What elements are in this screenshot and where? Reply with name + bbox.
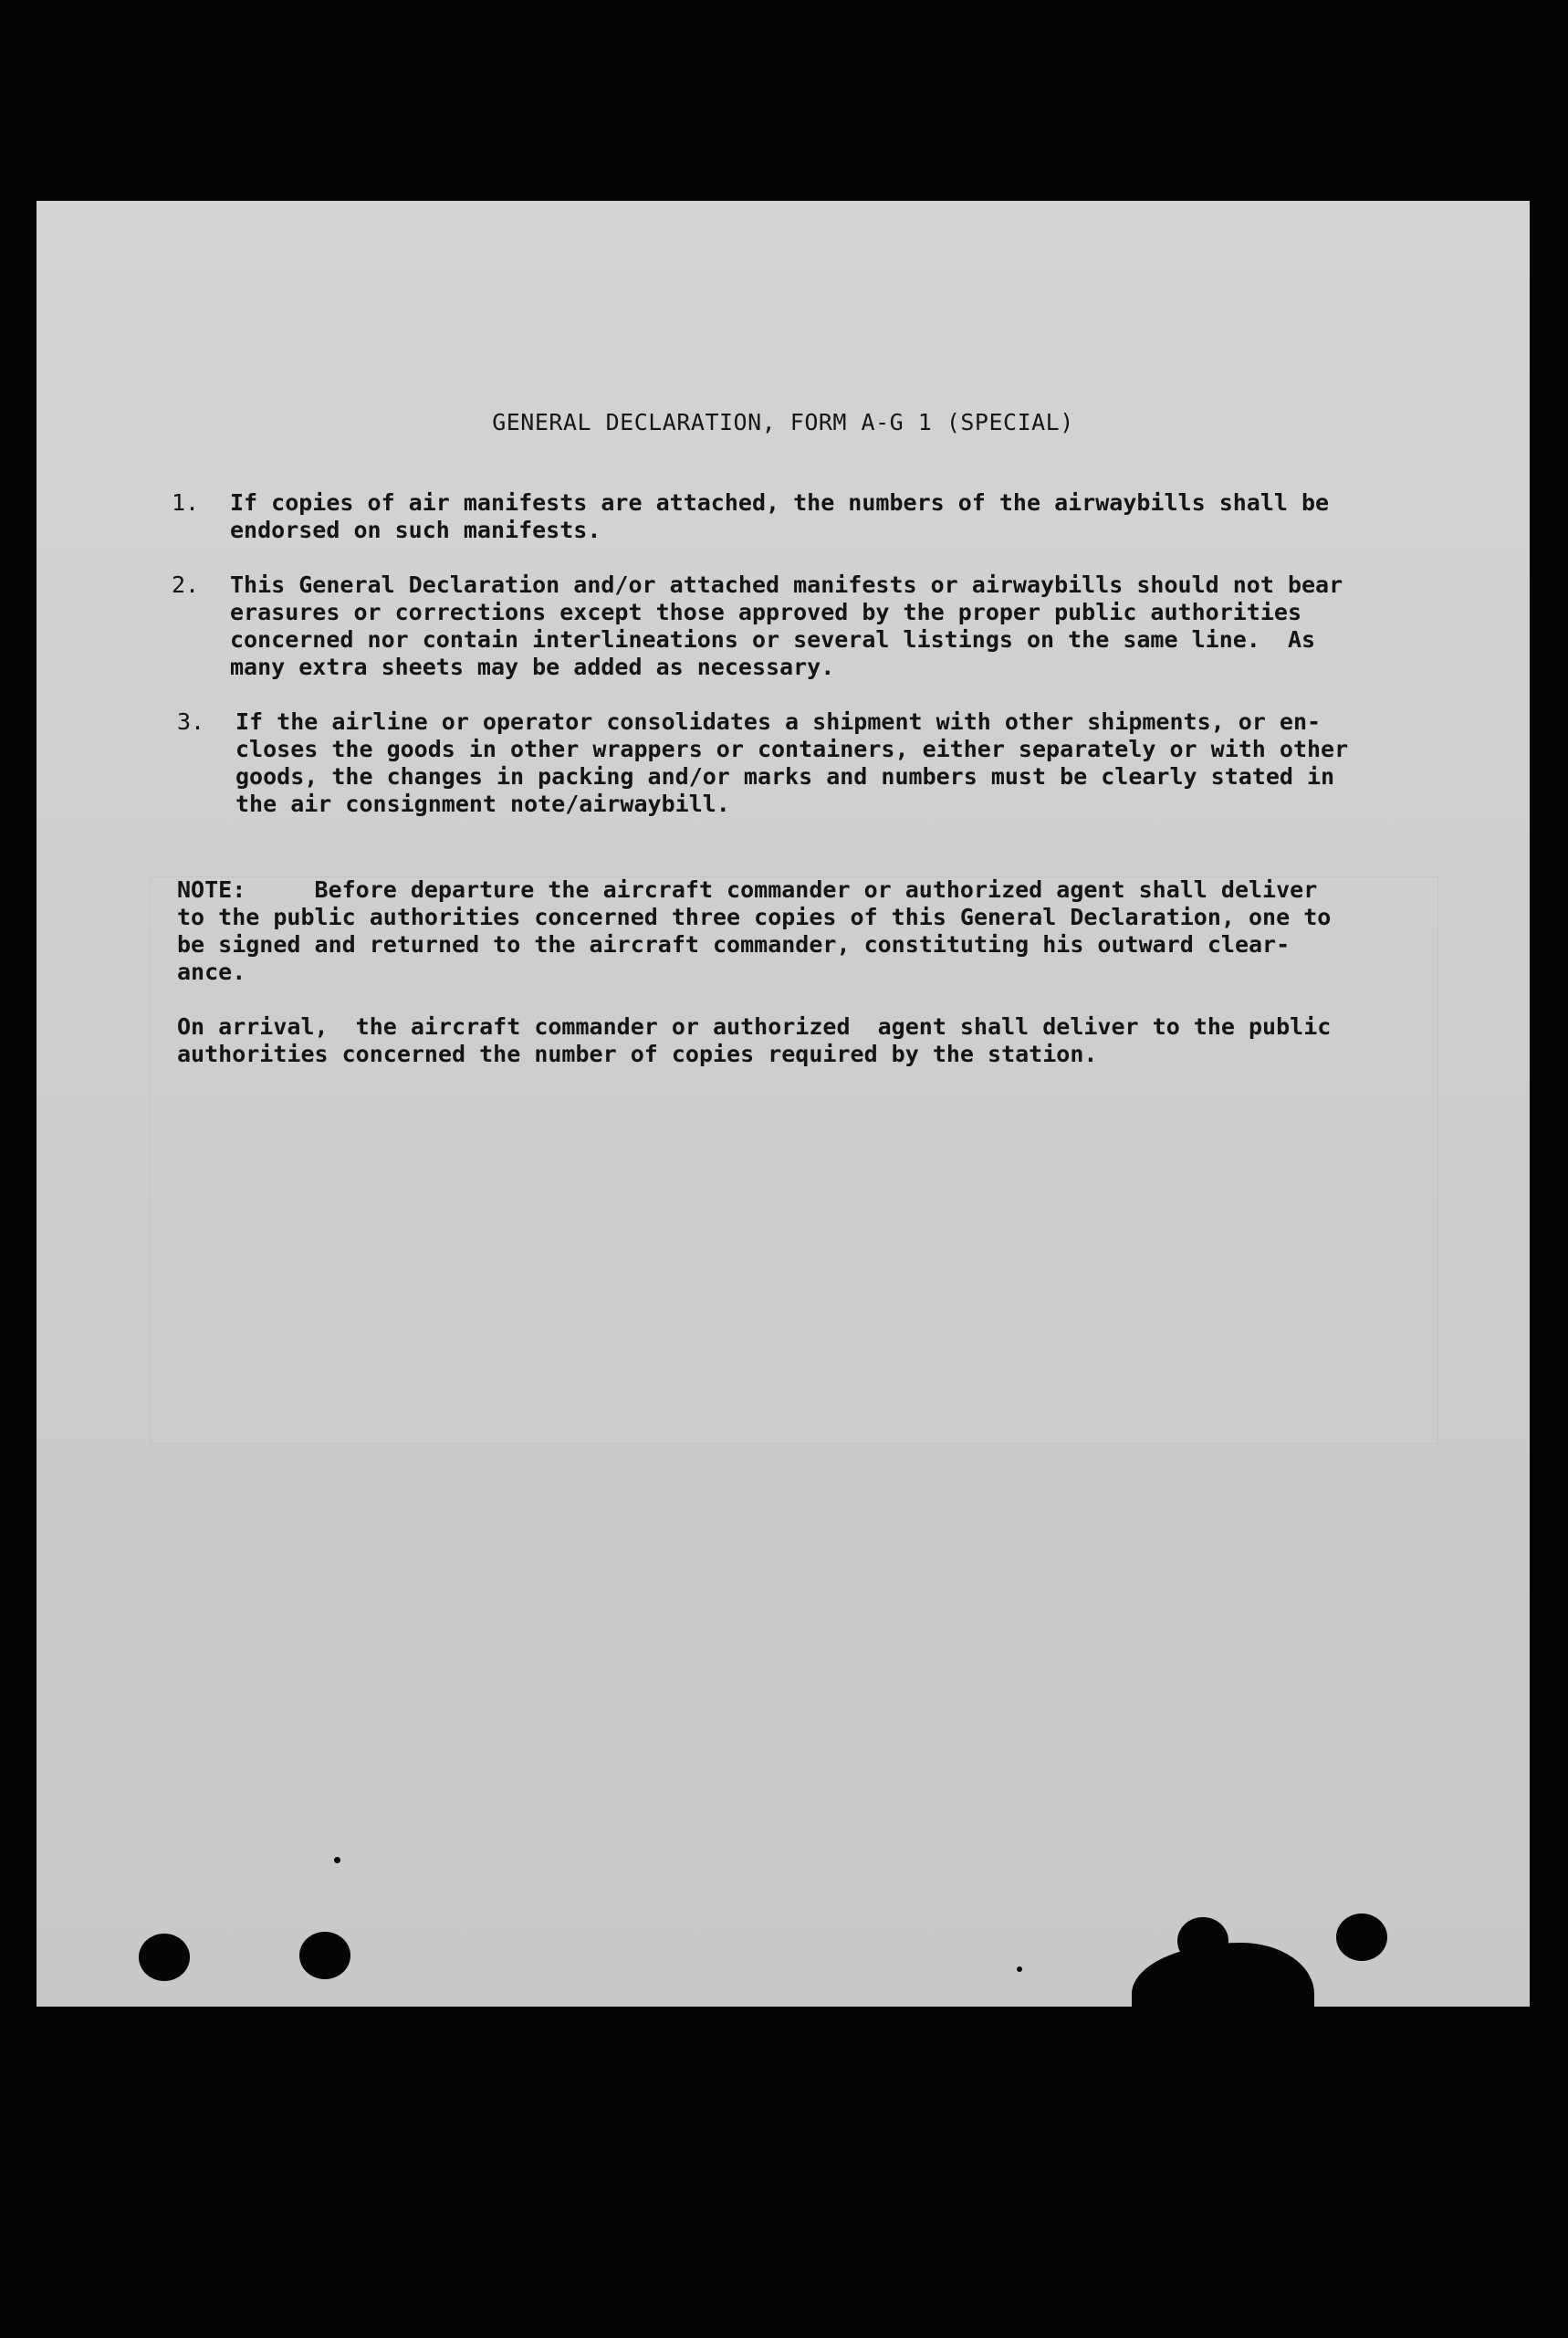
- item-line: erasures or corrections except those approved by the proper public authorities: [230, 599, 1301, 625]
- punch-hole: [299, 1932, 350, 1979]
- item-number: 2.: [172, 571, 200, 598]
- ink-speck: [1017, 1966, 1022, 1972]
- note-line: NOTE: Before departure the aircraft commander or authorized agent shall deliver: [177, 876, 1318, 903]
- arrival-paragraph: [177, 1013, 1331, 1068]
- ink-speck: [334, 1857, 340, 1863]
- arrival-line: authorities concerned the number of copies required by the station.: [177, 1041, 1098, 1067]
- punch-hole: [139, 1934, 190, 1981]
- note-line: be signed and returned to the aircraft commander, constituting his outward clear-: [177, 931, 1291, 958]
- item-line: This General Declaration and/or attached manifests or airwaybills should not bear: [230, 571, 1343, 598]
- note-paragraph: [177, 876, 1331, 986]
- item-number: 3.: [177, 708, 205, 735]
- document-page: [37, 201, 1530, 2007]
- item-line: closes the goods in other wrappers or containers, either separately or with other: [235, 736, 1349, 762]
- item-line: the air consignment note/airwaybill.: [235, 791, 730, 817]
- item-line: concerned nor contain interlineations or several listings on the same line. As: [230, 626, 1316, 653]
- arrival-line: On arrival, the aircraft commander or authorized agent shall deliver to the public: [177, 1013, 1332, 1040]
- item-line: If the airline or operator consolidates a shipment with other shipments, or en-: [235, 708, 1322, 735]
- item-number: 1.: [172, 489, 200, 516]
- item-line: If copies of air manifests are attached, the numbers of the airwaybills shall be: [230, 489, 1330, 516]
- torn-corner-blot: [1132, 1943, 1314, 2007]
- note-line: to the public authorities concerned three copies of this General Declaration, one to: [177, 904, 1332, 930]
- item-line: goods, the changes in packing and/or marks and numbers must be clearly stated in: [235, 763, 1335, 790]
- item-line: many extra sheets may be added as necessary.: [230, 654, 835, 680]
- item-line: endorsed on such manifests.: [230, 517, 601, 543]
- punch-hole: [1336, 1913, 1387, 1961]
- page-title: GENERAL DECLARATION, FORM A-G 1 (SPECIAL): [492, 409, 1074, 435]
- note-line: ance.: [177, 959, 246, 985]
